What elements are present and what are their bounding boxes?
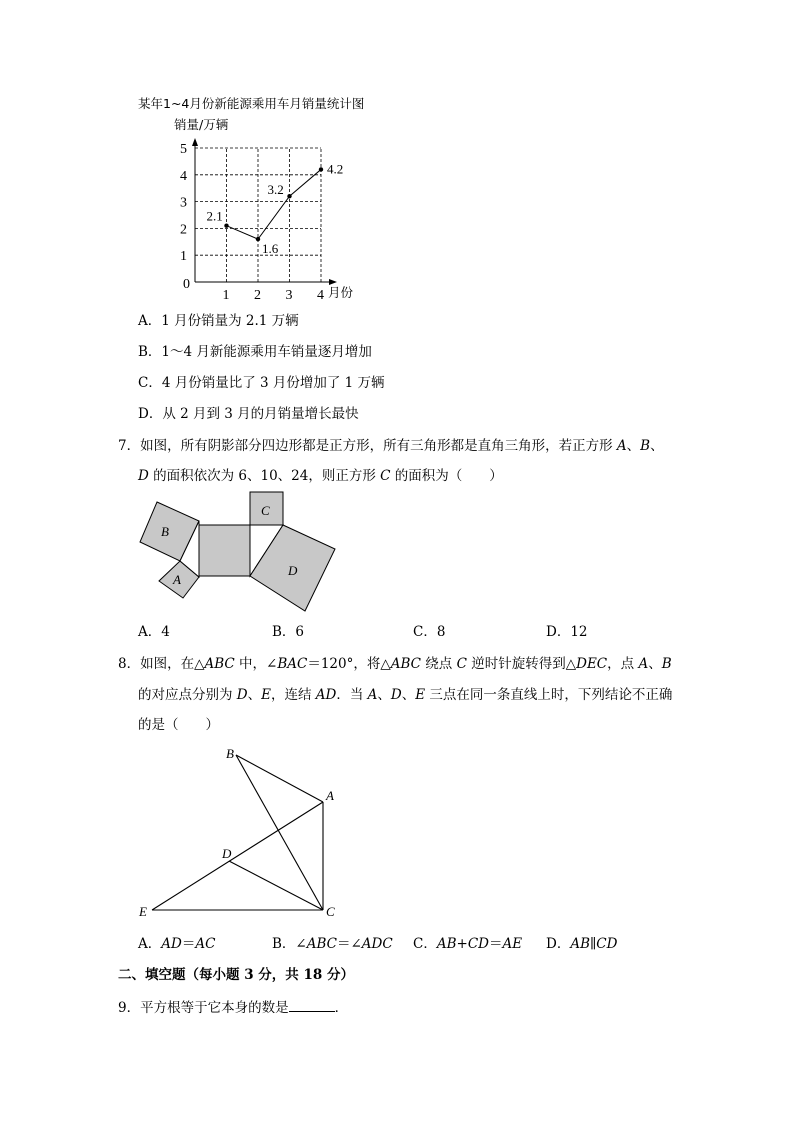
segment-ea [152,802,323,910]
sales-line-chart [130,92,370,308]
y-tick-label: 4 [180,168,187,184]
point-d-label: D [222,846,232,861]
y-tick-label: 3 [180,195,187,211]
q7-option-d[interactable]: D．12 [546,624,588,640]
y-axis-label: 销量/万辆 [174,117,229,132]
q6-option-d[interactable]: D．从 2 月到 3 月的月销量增长最快 [138,406,359,422]
y-tick-label: 2 [180,222,187,238]
origin-label: 0 [183,277,190,292]
x-tick-label: 1 [222,288,230,303]
data-point [319,167,323,171]
data-label: 3.2 [267,182,284,198]
square-center [199,525,250,576]
q7-option-b[interactable]: B．6 [272,624,305,640]
q6-option-b[interactable]: B．1～4 月新能源乘用车销量逐月增加 [138,344,372,360]
x-tick-label: 2 [254,288,261,303]
q7-stem-line1: 7．如图，所有阴影部分四边形都是正方形，所有三角形都是直角三角形，若正方形 A、B、 [118,438,664,454]
q8-stem-line2: 的对应点分别为 D、E，连结 AD．当 A、D、E 三点在同一条直线上时，下列结论不正确 [138,687,673,703]
chart-title: 某年1~4月份新能源乘用车月销量统计图 [138,96,365,111]
q7-option-c[interactable]: C．8 [413,624,446,640]
q9-answer-blank[interactable] [289,997,335,1012]
data-label: 4.2 [327,161,344,177]
y-tick-label: 1 [180,249,187,265]
q6-option-c[interactable]: C．4 月份销量比了 3 月份增加了 1 万辆 [138,375,385,391]
section-heading-fill-in: 二、填空题（每小题 3 分，共 18 分） [118,967,354,983]
q8-stem-line3: 的是（ ） [138,717,219,733]
chart-tick-labels [180,142,324,303]
data-point [287,194,291,198]
data-label: 2.1 [206,208,223,224]
q8-option-b[interactable]: B．∠ABC＝∠ADC [272,936,393,952]
point-b-label: B [226,746,234,761]
label-d: D [288,563,298,578]
point-e-label: E [139,904,147,919]
x-tick-label: 4 [317,288,324,303]
q8-option-d[interactable]: D．AB∥CD [546,936,618,952]
q8-option-c[interactable]: C．AB+CD＝AE [413,936,523,952]
point-a-label: A [326,788,334,803]
q8-triangle-figure [130,740,350,925]
x-axis-label: 月份 [328,285,354,300]
x-tick-label: 3 [285,288,293,303]
chart-series [207,161,344,256]
data-point [256,237,260,241]
label-b: B [161,524,169,539]
label-a: A [173,572,181,587]
q9-stem: 9．平方根等于它本身的数是 ． [118,997,348,1018]
point-c-label: C [326,904,335,919]
data-point [224,224,228,228]
y-tick-label: 5 [180,142,187,157]
q8-option-a[interactable]: A．AD＝AC [138,936,216,952]
label-c: C [261,503,270,518]
q6-option-a[interactable]: A．1 月份销量为 2.1 万辆 [138,313,299,329]
q7-squares-figure [135,488,345,616]
q7-stem-line2: D 的面积依次为 6、10、24，则正方形 C 的面积为（ ） [138,468,503,484]
data-label: 1.6 [262,241,279,257]
y-axis-arrow [192,138,198,146]
q7-option-a[interactable]: A．4 [138,624,170,640]
q8-stem-line1: 8．如图，在△ABC 中，∠BAC＝120°，将△ABC 绕点 C 逆时针旋转得到△DEC，点 A、B [118,656,672,672]
